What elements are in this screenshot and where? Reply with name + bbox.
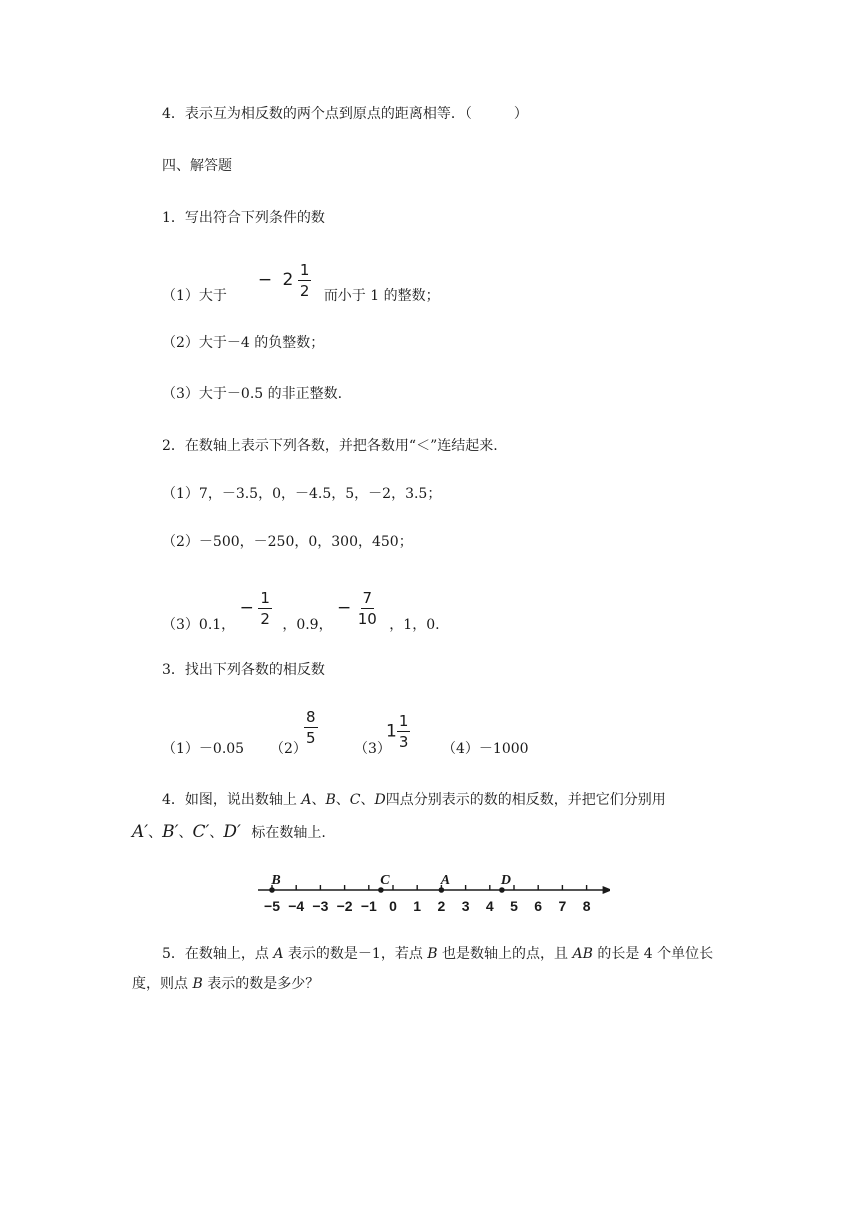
q4-point-b: B — [325, 792, 336, 808]
q5-point-b-2: B — [192, 976, 203, 992]
q5-segment-ab: AB — [572, 946, 593, 962]
number-line-point-label-a: A — [440, 873, 451, 888]
q3-2-denominator: 5 — [306, 729, 316, 747]
q3-3-mixed-whole: 1 — [386, 721, 397, 742]
question-1: 1．写出符合下列条件的数 — [162, 210, 325, 226]
q4-sep-2: 、 — [335, 792, 350, 808]
question-5-line-2 — [132, 974, 319, 994]
number-line-tick-label: −3 — [312, 898, 329, 914]
q4-point-a: A — [301, 792, 312, 808]
question-3: 3．找出下列各数的相反数 — [162, 662, 325, 678]
q2-3-suffix: ，1，0. — [389, 617, 440, 633]
q4-text-b: 四点分别表示的数的相反数，并把它们分别用 — [385, 792, 666, 808]
number-line-tick-label: 7 — [558, 898, 567, 914]
q3-part-3-label: （3） — [354, 741, 391, 757]
number-line-point-a — [439, 887, 445, 893]
number-line-point-label-d: D — [500, 873, 511, 888]
q3-part-2-label: （2） — [270, 741, 307, 757]
q2-3-prefix: （3）0.1， — [162, 617, 236, 633]
q2-3-fraction2-denominator: 10 — [357, 609, 377, 628]
number-line-figure — [250, 868, 610, 920]
number-line-tick-label: 3 — [461, 898, 470, 914]
q1-1-numerator: 1 — [299, 260, 310, 279]
number-line-tick-label: −1 — [360, 898, 377, 914]
question-5-line-1 — [162, 944, 713, 964]
q4-prime-c: C′ — [192, 822, 210, 842]
question-1-part-2: （2）大于－4 的负整数； — [162, 335, 325, 351]
q2-3-middle: ，0.9， — [282, 617, 333, 633]
q4-prime-sep-3: 、 — [209, 825, 224, 841]
q3-2-numerator: 8 — [306, 708, 316, 726]
number-line-arrow — [603, 886, 610, 894]
tf-question-4: 4．表示互为相反数的两个点到原点的距离相等．（ ） — [162, 106, 528, 122]
question-1-part-1 — [162, 255, 440, 305]
q1-1-suffix: 而小于 1 的整数； — [323, 288, 440, 304]
number-line-tick-label: 6 — [534, 898, 543, 914]
q2-3-fraction2-sign: − — [337, 598, 352, 618]
number-line-tick-label: −4 — [288, 898, 305, 914]
q4-prime-sep-2: 、 — [178, 825, 193, 841]
q5-point-a: A — [273, 946, 284, 962]
question-3-parts — [162, 708, 722, 764]
q2-3-fraction2-numerator: 7 — [362, 588, 373, 607]
q2-3-fraction1-denominator: 2 — [260, 609, 270, 628]
q1-1-prefix: （1）大于 — [162, 288, 227, 304]
number-line-tick-label: −5 — [264, 898, 280, 914]
number-line-tick-label: 5 — [510, 898, 518, 914]
q5-text-d: 的长是 4 个单位长 — [592, 946, 714, 962]
question-4-line-1 — [162, 790, 666, 810]
number-line-tick-label: 1 — [413, 898, 422, 914]
q4-prime-d: D′ — [223, 822, 241, 842]
q4-text-a: 4．如图，说出数轴上 — [162, 792, 302, 808]
number-line-tick-label: 4 — [485, 898, 494, 914]
q3-3-denominator: 3 — [398, 733, 409, 751]
q3-part-1: （1）－0.05 — [162, 741, 245, 757]
q3-part-2-fraction — [304, 708, 318, 747]
question-2-part-1: （1）7，－3.5，0，－4.5，5，－2，3.5； — [162, 486, 442, 502]
q3-3-fraction — [397, 712, 411, 751]
question-2-part-2: （2）－500，－250，0，300，450； — [162, 534, 413, 550]
question-1-part-3: （3）大于－0.5 的非正整数. — [162, 386, 343, 402]
number-line-point-label-c: C — [380, 873, 390, 888]
number-line-point-c — [378, 887, 384, 893]
q5-text-b: 表示的数是－1，若点 — [283, 946, 428, 962]
q1-1-denominator: 2 — [299, 281, 310, 300]
q4-prime-b: B′ — [162, 822, 179, 842]
q5-point-b: B — [427, 946, 438, 962]
q2-3-fraction-2 — [356, 589, 379, 628]
section-heading: 四、解答题 — [162, 158, 232, 174]
q2-3-fraction-1 — [258, 589, 272, 628]
q4-text-c: 标在数轴上. — [251, 825, 326, 841]
q4-point-c: C — [349, 792, 361, 808]
q2-3-fraction1-numerator: 1 — [260, 588, 270, 607]
number-line-tick-label: 8 — [582, 898, 591, 914]
question-2-part-3 — [162, 582, 440, 634]
q4-prime-a: A′ — [132, 822, 149, 842]
q4-sep-3: 、 — [360, 792, 375, 808]
q5-text-c: 也是数轴上的点，且 — [437, 946, 573, 962]
q1-1-mixed-whole: 2 — [282, 270, 294, 290]
q1-1-minus-sign: − — [257, 270, 273, 290]
number-line-tick-label: 0 — [389, 898, 397, 914]
q4-sep-1: 、 — [311, 792, 326, 808]
question-2: 2．在数轴上表示下列各数，并把各数用“＜”连结起来. — [162, 438, 498, 454]
q3-part-4: （4）－1000 — [442, 741, 529, 757]
number-line-tick-label: 2 — [437, 898, 446, 914]
number-line-point-b — [269, 887, 275, 893]
q1-1-fraction — [298, 261, 312, 300]
q5-text-a: 5．在数轴上，点 — [162, 946, 274, 962]
q2-3-fraction1-sign: − — [239, 598, 254, 618]
number-line-tick-label: −2 — [336, 898, 353, 914]
question-4-line-2 — [132, 820, 326, 845]
q4-prime-sep-1: 、 — [148, 825, 163, 841]
number-line-point-d — [499, 887, 505, 893]
number-line-point-label-b: B — [271, 873, 281, 888]
q3-3-numerator: 1 — [398, 712, 409, 730]
q5-text-f: 表示的数是多少？ — [202, 976, 320, 992]
q4-point-d: D — [374, 792, 386, 808]
q5-text-e: 度，则点 — [132, 976, 193, 992]
q3-part-3-mixed — [386, 712, 410, 751]
